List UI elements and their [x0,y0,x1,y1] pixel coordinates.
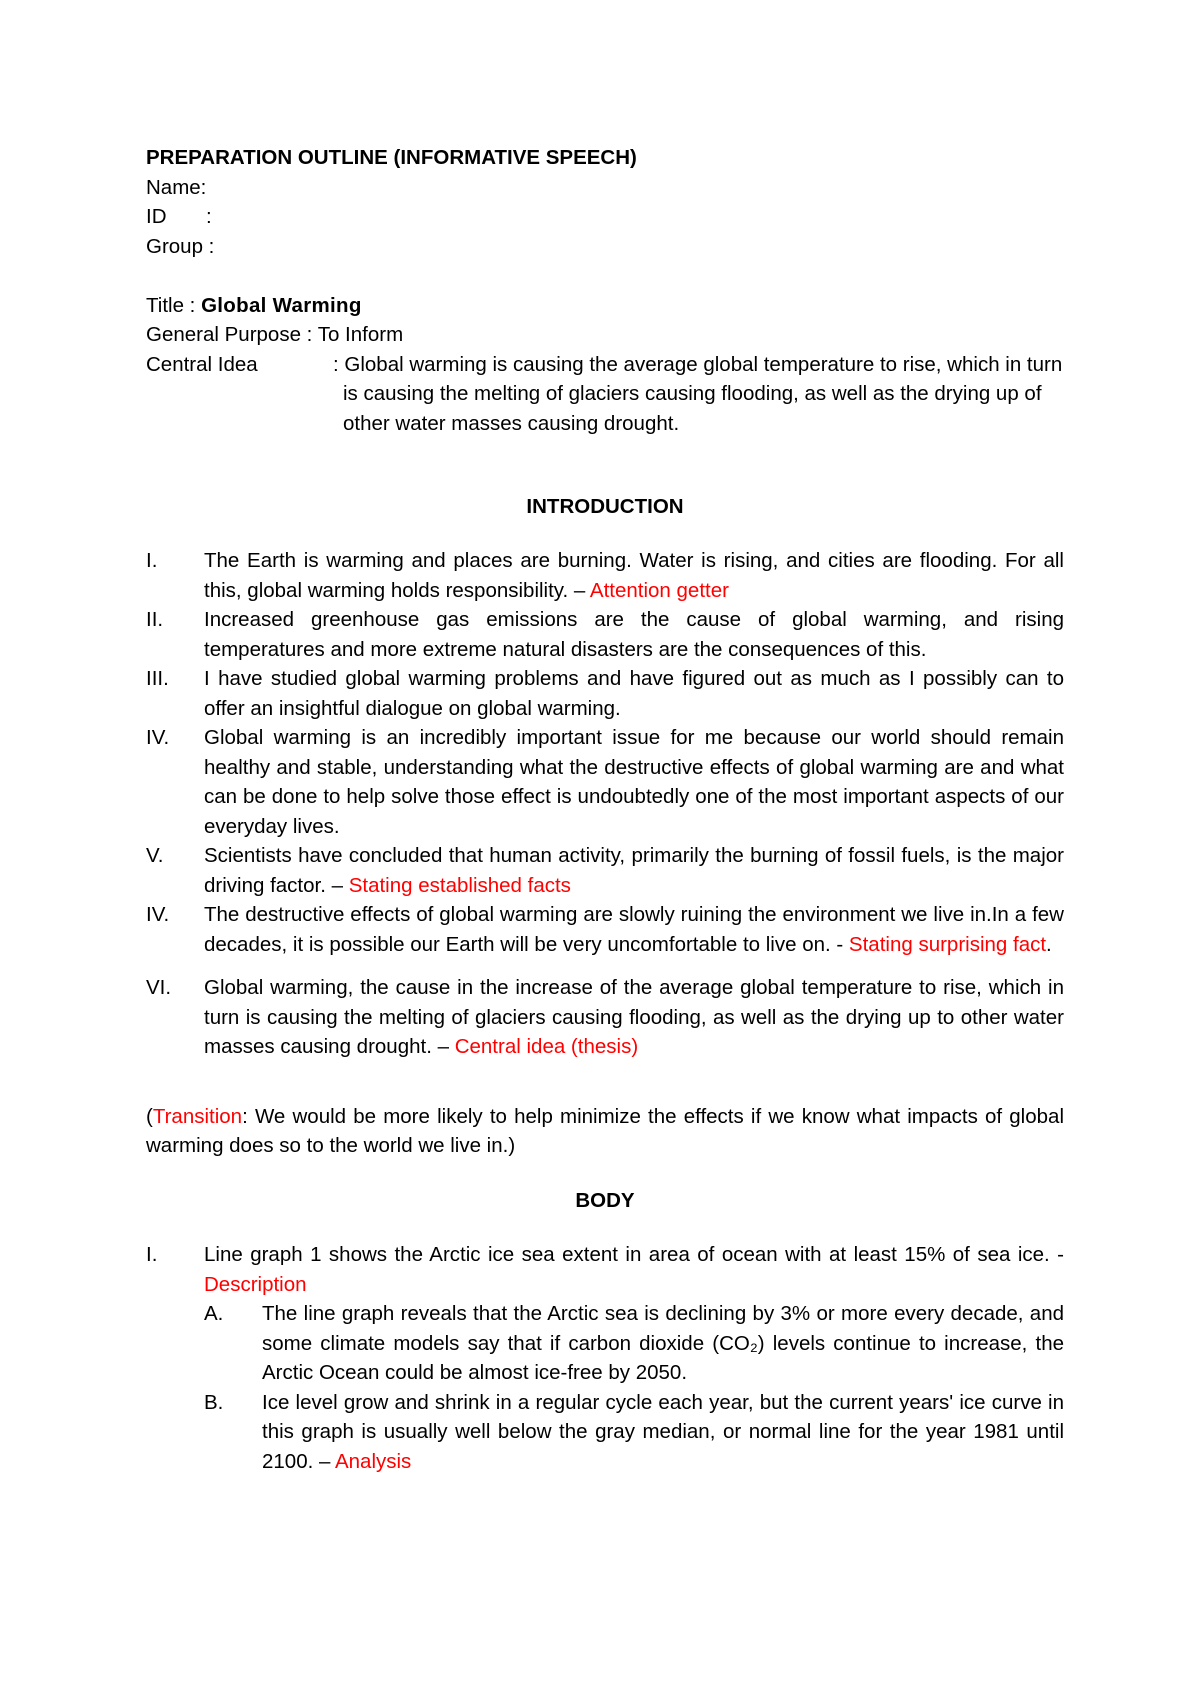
central-idea-row [146,350,1064,439]
list-letter: A. [204,1302,224,1325]
title-row [146,291,1064,321]
list-text: Ice level grow and shrink in a regular cycle each year, but the current years' ice curve in this graph is usually well below the gray median, or normal line for the year 1981 until 2100. – Analysis [262,1390,1064,1473]
annotation-tag: Description [204,1272,307,1296]
introduction-list-item [146,900,1064,959]
introduction-list [146,546,1064,1062]
list-text: The destructive effects of global warming are slowly ruining the environment we live in.In a few decades, it is possible our Earth will be very uncomfortable to live on. - Stating surprising fact. [204,903,1064,956]
introduction-list-item [146,723,1064,841]
document-title: PREPARATION OUTLINE (INFORMATIVE SPEECH) [146,146,637,169]
list-text: Global warming, the cause in the increase of the average global temperature to rise, which in turn is causing the melting of glaciers causing flooding, as well as the drying up to other water masses causing drought. – Central idea (thesis) [204,976,1064,1058]
group-field-label: Group : [146,234,215,258]
list-number: IV. [146,726,170,749]
central-idea-label: Central Idea [146,352,258,376]
general-purpose: General Purpose : To Inform [146,323,404,346]
list-letter: B. [204,1390,224,1414]
introduction-list-item [146,546,1064,605]
annotation-tag: Analysis [334,1449,412,1473]
introduction-list-item [146,841,1064,900]
id-field-label: ID [146,205,167,228]
body-list-item [146,1240,1064,1476]
annotation-tag: Attention getter [589,578,729,602]
title-label: Title : [146,293,202,317]
introduction-list-item [146,973,1064,1062]
transition-paragraph: (Transition: We would be more likely to help minimize the effects if we know what impacts of global warming does so to the world we live in.) [146,1104,1064,1157]
list-text: Scientists have concluded that human activity, primarily the burning of fossil fuels, is the major driving factor. – Stating established facts [204,844,1064,897]
list-number: V. [146,844,164,867]
list-number: I. [146,1243,158,1266]
list-number: I. [146,549,158,572]
list-number: VI. [146,976,172,999]
transition-label: Transition [152,1104,243,1128]
list-text: The line graph reveals that the Arctic sea is declining by 3% or more every decade, and some climate models say that if carbon dioxide (CO₂) levels continue to increase, the Arctic Ocean could be almost ice-free by 2050. [262,1302,1064,1384]
body-sublist-item [204,1299,1064,1388]
annotation-tag: Stating surprising fact [848,932,1047,956]
title-value: Global Warming [201,293,362,317]
list-text: Global warming is an incredibly important issue for me because our world should remain healthy and stable, understanding what the destructive effects of global warming are and what can be done to help solve those effect is undoubtedly one of the most important aspects of our everyday lives. [204,726,1064,838]
transition-text: : We would be more likely to help minimize the effects if we know what impacts of global warming does so to the world we live in.) [146,1104,1064,1157]
introduction-list-item [146,605,1064,664]
document-content [146,143,1064,1476]
body-heading: BODY [575,1188,635,1212]
list-number: IV. [146,903,170,926]
annotation-tag: Central idea (thesis) [454,1035,639,1058]
list-text: Increased greenhouse gas emissions are the cause of global warming, and rising temperatures and more extreme natural disasters are the consequences of this. [204,608,1064,661]
body-sublist [204,1299,1064,1476]
list-text: The Earth is warming and places are burning. Water is rising, and cities are flooding. For all this, global warming holds responsibility. – Attention getter [204,549,1064,602]
list-number: III. [146,667,169,690]
introduction-list-item [146,664,1064,723]
id-field-row [146,202,1064,232]
body-sublist-item [204,1388,1064,1477]
name-field-label: Name: [146,175,207,199]
id-field-colon: : [206,205,212,228]
list-text: I have studied global warming problems and have figured out as much as I possibly can to offer an insightful dialogue on global warming. [204,667,1064,720]
central-idea-text: : Global warming is causing the average global temperature to rise, which in turn is causing the melting of glaciers causing flooding, as well as the drying up of other water masses causing drought. [333,352,1063,435]
list-number: II. [146,608,164,631]
annotation-tag: Stating established facts [348,873,571,897]
introduction-heading: INTRODUCTION [526,494,684,518]
list-text: Line graph 1 shows the Arctic ice sea extent in area of ocean with at least 15% of sea ice. - Description A. The line graph reveals that the Arctic sea is declining by 3% or more every decade, and some climate models say that if carbon dioxide (CO₂) levels continue to increase, the Arctic Ocean could be almost ice-free by 2050. B. Ice level grow and shrink in a regular cycle each year, but the current years' ice curve in this graph is usually well below the gray median, or normal line for the year 1981 until 2100. – Analysis [204,1240,1064,1476]
